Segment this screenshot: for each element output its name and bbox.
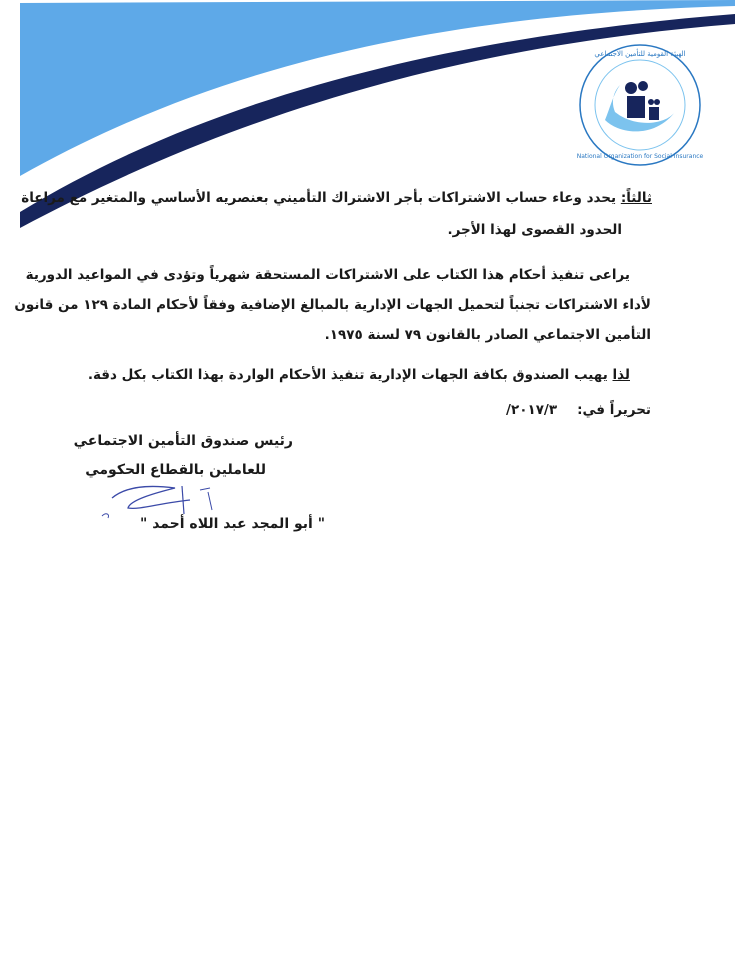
logo-english-text: National Organization for Social Insurance — [576, 153, 704, 160]
closing-lead: لذا — [612, 367, 630, 383]
signatory-title-line1: رئيس صندوق التأمين الاجتماعي — [73, 433, 293, 449]
person-head-icon — [625, 82, 637, 94]
clause-three-text: يحدد وعاء حساب الاشتراكات بأجر الاشتراك التأميني بعنصريه الأساسي والمتغير مع مراعاة — [21, 190, 621, 206]
date-line — [506, 400, 651, 420]
paragraph-line3: التأمين الاجتماعي الصادر بالقانون ٧٩ لسنة ١٩٧٥. — [324, 327, 651, 343]
date-value: ٢٠١٧/٣/ — [506, 402, 558, 418]
person-body-icon — [627, 96, 645, 118]
clause-three-line1 — [21, 188, 652, 208]
signatory-title-line2: للعاملين بالقطاع الحكومي — [85, 462, 266, 478]
paragraph-line1: يراعى تنفيذ أحكام هذا الكتاب على الاشتراكات المستحقة شهرياً وتؤدى في المواعيد الدورية — [25, 267, 630, 283]
organization-logo — [575, 40, 705, 170]
clause-three-line2: الحدود القصوى لهذا الأجر. — [447, 222, 622, 238]
paragraph-line2: لأداء الاشتراكات تجنباً لتحميل الجهات الإدارية بالمبالغ الإضافية وفقاً لأحكام المادة ١٢٩ من قانون — [14, 297, 651, 313]
clause-three-lead: ثالثاً: — [620, 190, 652, 206]
logo-arabic-text: الهيئة القومية للتأمين الاجتماعي — [594, 50, 686, 58]
closing-text: يهيب الصندوق بكافة الجهات الإدارية تنفيذ الأحكام الواردة بهذا الكتاب بكل دقة. — [87, 367, 613, 383]
date-label: تحريراً في: — [577, 402, 651, 418]
closing-line — [88, 365, 630, 385]
signatory-name: " أبو المجد عبد اللاه أحمد " — [140, 516, 325, 532]
